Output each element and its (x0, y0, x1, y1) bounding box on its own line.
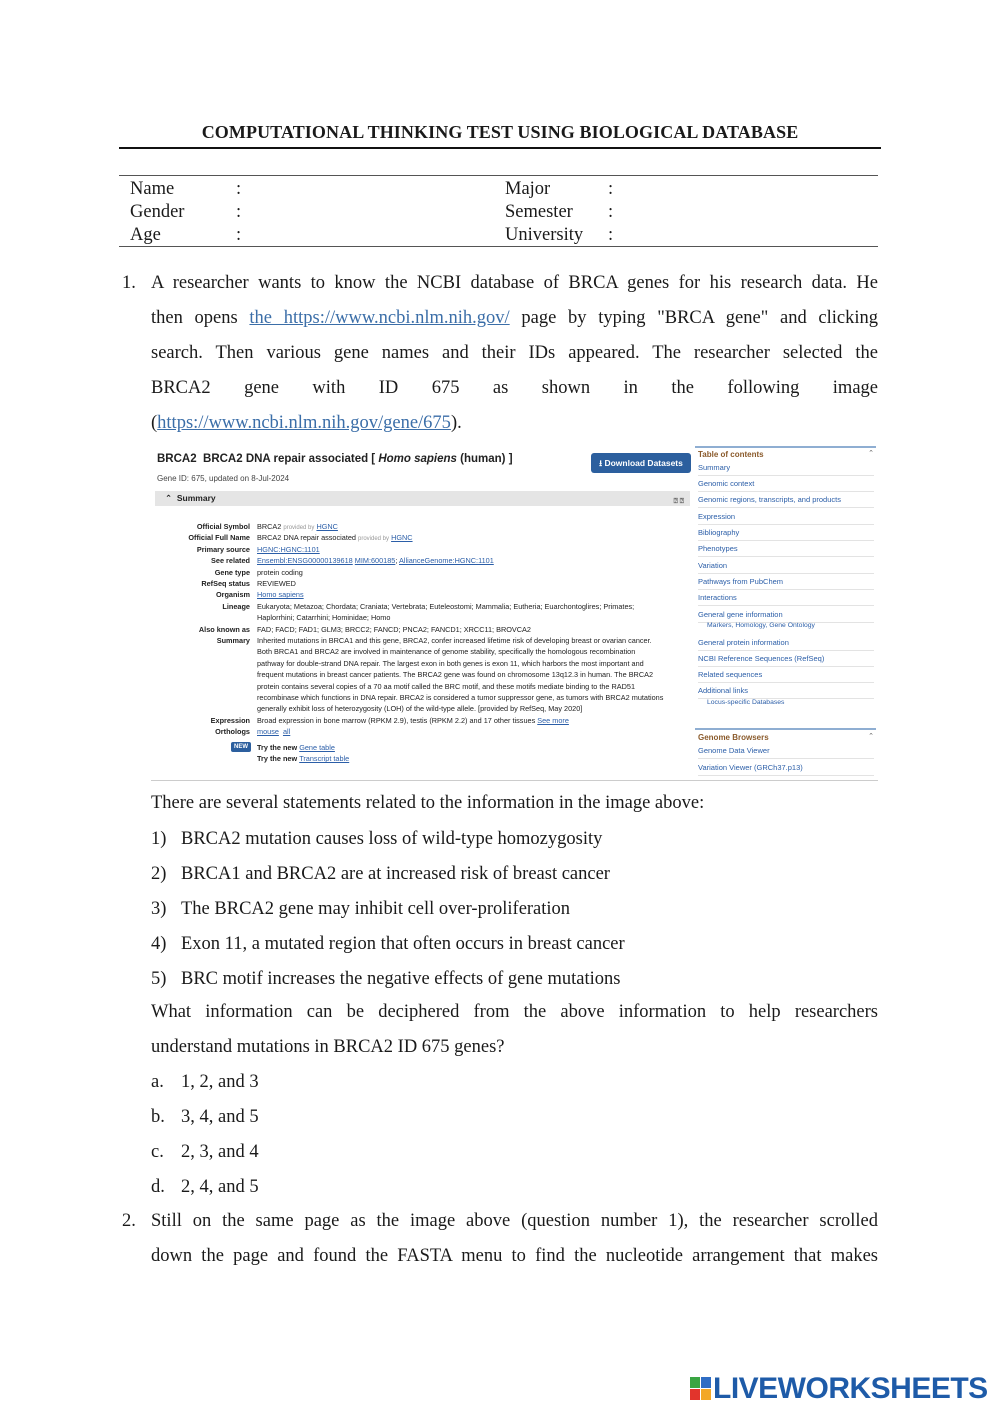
toc-item[interactable]: Expression (698, 512, 874, 525)
option-text[interactable]: 1, 2, and 3 (181, 1072, 259, 1092)
q1-line-3: search. Then various gene names and their IDs appeared. The researcher selected the (151, 343, 878, 363)
toc-item[interactable]: General protein information (698, 638, 874, 651)
q1-line-1: A researcher wants to know the NCBI database of BRCA genes for his research data. He (151, 273, 878, 293)
statement-text: BRCA2 mutation causes loss of wild-type homozygosity (181, 829, 603, 849)
toc-item[interactable]: Related sequences (698, 670, 874, 683)
toc-item[interactable]: Interactions (698, 593, 874, 606)
toc-item[interactable]: NCBI Reference Sequences (RefSeq) (698, 654, 874, 667)
genome-browser-item[interactable]: Variation Viewer (GRCh37.p13) (698, 763, 874, 776)
logo-blocks-icon (690, 1377, 712, 1401)
toc-subitem[interactable]: Markers, Homology, Gene Ontology (707, 622, 815, 629)
option-letter[interactable]: b. (151, 1107, 165, 1127)
gender-label: Gender (130, 202, 185, 222)
gene-id: Gene ID: 675, updated on 8-Jul-2024 (157, 474, 290, 483)
question-1-number: 1. (122, 273, 136, 293)
toc-item[interactable]: Phenotypes (698, 544, 874, 557)
toc-item[interactable]: Genomic regions, transcripts, and products (698, 495, 874, 508)
university-label: University (505, 225, 584, 245)
new-badge: NEW (231, 742, 251, 752)
name-colon: : (236, 179, 242, 199)
age-label: Age (130, 225, 161, 245)
collapse-icon: ⌃ (165, 493, 173, 503)
table-of-contents (695, 444, 878, 780)
statement-text: BRCA1 and BRCA2 are at increased risk of breast cancer (181, 864, 610, 884)
major-label: Major (505, 179, 551, 199)
section-controls-icon: ⍰ ⍰ (673, 498, 684, 505)
statement-number: 2) (151, 864, 167, 884)
collapse-icon: ⌃ (868, 450, 874, 457)
statement-number: 5) (151, 969, 167, 989)
toc-item[interactable]: Additional links (698, 686, 874, 699)
statement-text: Exon 11, a mutated region that often occurs in breast cancer (181, 934, 625, 954)
option-letter[interactable]: a. (151, 1072, 164, 1092)
collapse-icon: ⌃ (868, 733, 874, 740)
download-datasets-button[interactable]: ⭳ Download Datasets (591, 453, 691, 473)
university-colon: : (608, 225, 614, 245)
student-identity-table (119, 175, 878, 247)
summary-section-header[interactable]: ⌃ Summary ⍰ ⍰ (155, 491, 690, 506)
toc-item[interactable]: Genomic context (698, 479, 874, 492)
toc-item[interactable]: Summary (698, 463, 874, 476)
genome-browsers-header: Genome Browsers (698, 733, 769, 742)
toc-item[interactable]: Bibliography (698, 528, 874, 541)
ncbi-gene-675-link[interactable]: https://www.ncbi.nlm.nih.gov/gene/675 (157, 413, 451, 433)
statement-number: 3) (151, 899, 167, 919)
page-title: COMPUTATIONAL THINKING TEST USING BIOLOGICAL DATABASE (201, 122, 799, 142)
toc-item[interactable]: General gene information (698, 610, 874, 623)
gender-colon: : (236, 202, 242, 222)
question-2-number: 2. (122, 1211, 136, 1231)
q1-line-5: (https://www.ncbi.nlm.nih.gov/gene/675). (151, 413, 462, 433)
genome-browser-item[interactable]: Genome Data Viewer (698, 746, 874, 759)
option-text[interactable]: 2, 4, and 5 (181, 1177, 259, 1197)
ncbi-home-link[interactable]: the https://www.ncbi.nlm.nih.gov/ (249, 308, 510, 328)
semester-label: Semester (505, 202, 573, 222)
option-text[interactable]: 3, 4, and 5 (181, 1107, 259, 1127)
age-colon: : (236, 225, 242, 245)
statements-intro: There are several statements related to the information in the image above: (151, 793, 705, 813)
semester-colon: : (608, 202, 614, 222)
statement-number: 4) (151, 934, 167, 954)
option-letter[interactable]: d. (151, 1177, 165, 1197)
statement-text: BRC motif increases the negative effects of gene mutations (181, 969, 621, 989)
q1-line-4: BRCA2 gene with ID 675 as shown in the following image (151, 378, 878, 398)
name-label: Name (130, 179, 175, 199)
toc-item[interactable]: Pathways from PubChem (698, 577, 874, 590)
statement-number: 1) (151, 829, 167, 849)
gene-title: BRCA2 BRCA2 DNA repair associated [ Homo sapiens (human) ] (157, 453, 513, 465)
q2-line-2: down the page and found the FASTA menu to find the nucleotide arrangement that makes (151, 1246, 878, 1266)
major-colon: : (608, 179, 614, 199)
ncbi-gene-screenshot: BRCA2 BRCA2 DNA repair associated [ Homo sapiens (human) ] Gene ID: 675, updated on 8-Jul-2024 ⭳ Download Datasets ⌃ Summary ⍰ ⍰ Official Symbol BRCA2 provided by HGNC Official Full Name BRCA2 DNA repair associated provided by HGNC Primary source HGNC:HGNC:1101 See related Ensembl:ENSG00000139618 MIM:600185; AllianceGenome:HGNC:1101 Gene type protein coding RefSeq status REVIEWED Organism Homo sapiens Lineage Eukaryota; Metazoa; Chordata; Craniata; Vertebrata; Euteleostomi; Mammalia; Eutheria; Euarchontoglires; Primates; Haplorrhini; Catarrhini; Hominidae; Homo Also known as FAD; FACD; FAD1; GLM3; BRCC2; FANCD; PNCA2; FANCD1; XRCC11; BROVCA2 Summary Inherited mutations in BRCA1 and this gene, BRCA2, confer increased lifetime risk of developing breast or ovarian cancer. Both BRCA1 and BRCA2 are involved in maintenance of genome stability, specifically the homologous recombination pathway for double-strand DNA repair. The largest exon in both genes is exon 11, which harbors the most important and frequent mutations in breast cancer patients. The BRCA2 gene was found on chromosome 13q12.3 in human. The BRCA2 protein contains several copies of a 70 aa motif called the BRC motif, and these motifs mediate binding to the RAD51 recombinase which functions in DNA repair. BRCA2 is considered a tumor suppressor gene, as tumors with BRCA2 mutations generally exhibit loss of heterozygosity (LOH) of the wild-type allele. [provided by RefSeq, May 2020] Expression Broad expression in bone marrow (RPKM 2.9), testis (RPKM 2.2) and 17 other tissues See more Orthologs mouse all Try the new Gene table Try the new Transcript table NEW Table of contents ⌃ Summary Genomic context Genomic regions, transcripts, and products Expression Bibliography Phenotypes Variation Pathways from PubChem Interactions General gene information General protein information NCBI Reference Sequences (RefSeq) Related sequences Additional links Markers, Homology, Gene Ontology Locus-specific Databases Genome Browsers ⌃ Genome Data Viewer Variation Viewer (GRCh37.p13) (151, 444, 878, 781)
option-letter[interactable]: c. (151, 1142, 164, 1162)
toc-item[interactable]: Variation (698, 561, 874, 574)
q1-line-2: then opens the https://www.ncbi.nlm.nih.gov/ page by typing "BRCA gene" and clicking (151, 308, 878, 328)
toc-header: Table of contents (698, 450, 764, 459)
toc-subitem[interactable]: Locus-specific Databases (707, 699, 785, 706)
q1-question-line-2: understand mutations in BRCA2 ID 675 genes? (151, 1037, 505, 1057)
logo-text: LIVEWORKSHEETS (713, 1372, 988, 1405)
title-rule (119, 147, 881, 149)
option-text[interactable]: 2, 3, and 4 (181, 1142, 259, 1162)
statement-text: The BRCA2 gene may inhibit cell over-proliferation (181, 899, 571, 919)
q1-question-line-1: What information can be deciphered from the above information to help researchers (151, 1002, 878, 1022)
q2-line-1: Still on the same page as the image above (question number 1), the researcher scrolled (151, 1211, 878, 1231)
